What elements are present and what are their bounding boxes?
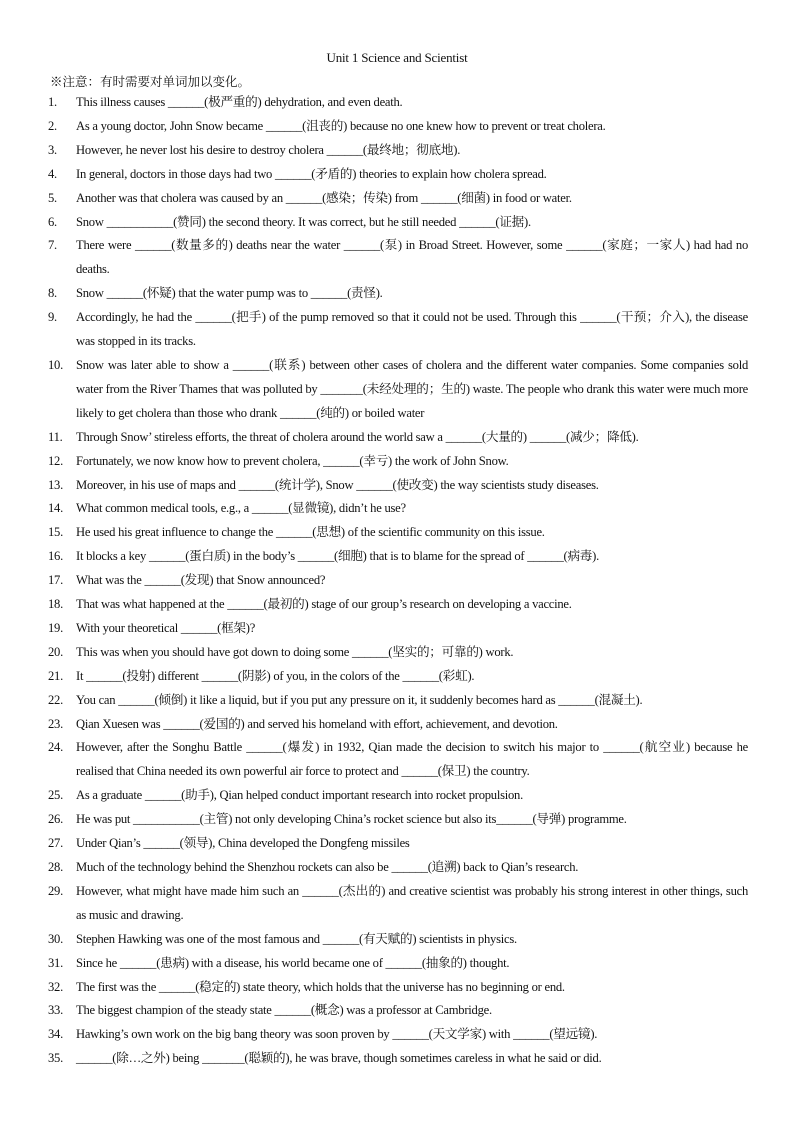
question-number: 5. xyxy=(48,190,57,205)
question-text: Much of the technology behind the Shenzhou rockets can also be ______(追溯) back to Qian’s research. xyxy=(76,860,579,874)
question-number: 31. xyxy=(48,955,63,970)
question-text: Moreover, in his use of maps and ______(统计学), Snow ______(使改变) the way scientists study diseases. xyxy=(76,477,599,492)
question-number: 16. xyxy=(48,549,63,564)
question-item xyxy=(0,641,794,665)
question-text: Another was that cholera was caused by an ______(感染；传染) from ______(细菌) in food or water. xyxy=(76,190,572,205)
question-number: 1. xyxy=(48,95,57,109)
question-number: 8. xyxy=(48,286,57,301)
question-number: 7. xyxy=(48,238,57,253)
question-text: As a young doctor, John Snow became ______(沮丧的) because no one knew how to prevent or treat cholera. xyxy=(76,118,606,133)
question-number: 13. xyxy=(48,477,63,492)
question-item xyxy=(0,91,794,115)
question-number: 10. xyxy=(48,357,63,372)
question-number: 27. xyxy=(48,836,63,851)
question-item xyxy=(0,928,794,952)
question-text: This illness causes ______(极严重的) dehydration, and even death. xyxy=(76,95,403,109)
question-number: 22. xyxy=(48,692,63,707)
question-text: However, he never lost his desire to destroy cholera ______(最终地；彻底地). xyxy=(76,142,461,157)
question-number: 34. xyxy=(48,1027,63,1042)
question-number: 19. xyxy=(48,620,63,635)
question-item xyxy=(0,306,794,354)
question-item xyxy=(0,952,794,976)
question-number: 3. xyxy=(48,142,57,157)
question-number: 20. xyxy=(48,644,63,659)
question-number: 17. xyxy=(48,573,63,588)
question-number: 6. xyxy=(48,214,57,229)
question-item xyxy=(0,521,794,545)
question-number: 26. xyxy=(48,812,63,827)
question-text: Stephen Hawking was one of the most famous and ______(有天赋的) scientists in physics. xyxy=(76,931,517,946)
question-item xyxy=(0,1047,794,1071)
question-item xyxy=(0,569,794,593)
question-item xyxy=(0,187,794,211)
question-item xyxy=(0,808,794,832)
question-item xyxy=(0,736,794,784)
question-text: Under Qian’s ______(领导), China developed the Dongfeng missiles xyxy=(76,836,410,851)
question-number: 33. xyxy=(48,1003,63,1018)
question-item xyxy=(0,163,794,187)
question-number: 12. xyxy=(48,453,63,468)
question-text: However, after the Songhu Battle ______(爆发) in 1932, Qian made the decision to switch his major to ______(航空业) because he realised that China needed its own powerful air force to protect and ______(保卫) the country. xyxy=(76,740,748,779)
question-item xyxy=(0,426,794,450)
question-text: You can ______(倾倒) it like a liquid, but if you put any pressure on it, it suddenly becomes hard as ______(混凝土). xyxy=(76,692,643,707)
question-item xyxy=(0,856,794,880)
question-text: Hawking’s own work on the big bang theory was soon proven by ______(天文学家) with ______(望远镜). xyxy=(76,1027,598,1042)
question-number: 35. xyxy=(48,1051,63,1066)
question-number: 32. xyxy=(48,979,63,994)
question-text: The first was the ______(稳定的) state theory, which holds that the universe has no beginning or end. xyxy=(76,979,565,994)
question-item xyxy=(0,1023,794,1047)
question-text: It ______(投射) different ______(阴影) of you, in the colors of the ______(彩虹). xyxy=(76,668,475,683)
question-number: 24. xyxy=(48,740,63,755)
question-number: 28. xyxy=(48,860,63,874)
question-item xyxy=(0,115,794,139)
question-text: Fortunately, we now know how to prevent cholera, ______(幸亏) the work of John Snow. xyxy=(76,453,509,468)
question-text: He was put ___________(主管) not only developing China’s rocket science but also its______(导弹) programme. xyxy=(76,812,627,827)
question-number: 23. xyxy=(48,716,63,731)
question-item xyxy=(0,832,794,856)
question-number: 18. xyxy=(48,597,63,612)
question-text: Snow ______(怀疑) that the water pump was to ______(责怪). xyxy=(76,286,383,301)
question-text: There were ______(数量多的) deaths near the water ______(泵) in Broad Street. However, some ______(家庭；一家人) had had no deaths. xyxy=(76,238,748,277)
question-number: 11. xyxy=(48,429,63,444)
question-item xyxy=(0,450,794,474)
question-item xyxy=(0,211,794,235)
page-title: Unit 1 Science and Scientist xyxy=(326,50,468,65)
question-item xyxy=(0,497,794,521)
question-item xyxy=(0,354,794,426)
question-text: Snow ___________(赞同) the second theory. It was correct, but he still needed ______(证据). xyxy=(76,214,531,229)
question-number: 21. xyxy=(48,668,63,683)
question-item xyxy=(0,713,794,737)
question-number: 30. xyxy=(48,931,63,946)
question-item xyxy=(0,617,794,641)
question-item xyxy=(0,234,794,282)
question-item xyxy=(0,282,794,306)
question-text: This was when you should have got down to doing some ______(坚实的；可靠的) work. xyxy=(76,644,514,659)
question-text: What common medical tools, e.g., a ______(显微镜), didn’t he use? xyxy=(76,501,406,516)
question-item xyxy=(0,784,794,808)
question-text: As a graduate ______(助手), Qian helped conduct important research into rocket propulsion. xyxy=(76,788,523,803)
question-text: Snow was later able to show a ______(联系) between other cases of cholera and the different water companies. Some companies sold water from the River Thames that was polluted by _______(未经处理的；生的) waste. The people who drank this water were much more likely to get cholera than those who drank ______(纯的) or boiled water xyxy=(76,357,748,420)
question-number: 25. xyxy=(48,788,63,803)
question-list xyxy=(0,91,794,1071)
question-item xyxy=(0,976,794,1000)
question-item xyxy=(0,545,794,569)
question-text: Accordingly, he had the ______(把手) of the pump removed so that it could not be used. Through this ______(干预；介入), the disease was stopped in its tracks. xyxy=(76,310,748,349)
question-text: However, what might have made him such an ______(杰出的) and creative scientist was probably his strong interest in other things, such as music and drawing. xyxy=(76,883,748,922)
instruction-note: ※注意：有时需要对单词加以变化。 xyxy=(50,75,251,89)
question-item xyxy=(0,999,794,1023)
question-text: Qian Xuesen was ______(爱国的) and served his homeland with effort, achievement, and devotion. xyxy=(76,716,558,731)
question-text: Since he ______(患病) with a disease, his world became one of ______(抽象的) thought. xyxy=(76,955,510,970)
question-number: 15. xyxy=(48,525,63,540)
question-text: In general, doctors in those days had two ______(矛盾的) theories to explain how cholera spread. xyxy=(76,166,547,181)
question-item xyxy=(0,139,794,163)
question-item xyxy=(0,665,794,689)
question-number: 4. xyxy=(48,166,57,181)
question-text: What was the ______(发现) that Snow announced? xyxy=(76,573,326,588)
question-item xyxy=(0,474,794,498)
question-text: ______(除…之外) being _______(聪颖的), he was brave, though sometimes careless in what he said or did. xyxy=(76,1051,602,1066)
question-item xyxy=(0,880,794,928)
question-number: 9. xyxy=(48,310,57,325)
question-number: 29. xyxy=(48,883,63,898)
question-item xyxy=(0,689,794,713)
question-number: 2. xyxy=(48,118,57,133)
question-text: It blocks a key ______(蛋白质) in the body’s ______(细胞) that is to blame for the spread of ______(病毒). xyxy=(76,549,599,564)
question-number: 14. xyxy=(48,501,63,516)
question-text: That was what happened at the ______(最初的) stage of our group’s research on developing a vaccine. xyxy=(76,597,572,612)
question-text: Through Snow’ stireless efforts, the threat of cholera around the world saw a ______(大量的) ______(减少；降低). xyxy=(76,429,639,444)
question-text: He used his great influence to change the ______(思想) of the scientific community on this issue. xyxy=(76,525,545,540)
question-text: The biggest champion of the steady state ______(概念) was a professor at Cambridge. xyxy=(76,1003,492,1018)
question-item xyxy=(0,593,794,617)
question-text: With your theoretical ______(框架)? xyxy=(76,620,256,635)
